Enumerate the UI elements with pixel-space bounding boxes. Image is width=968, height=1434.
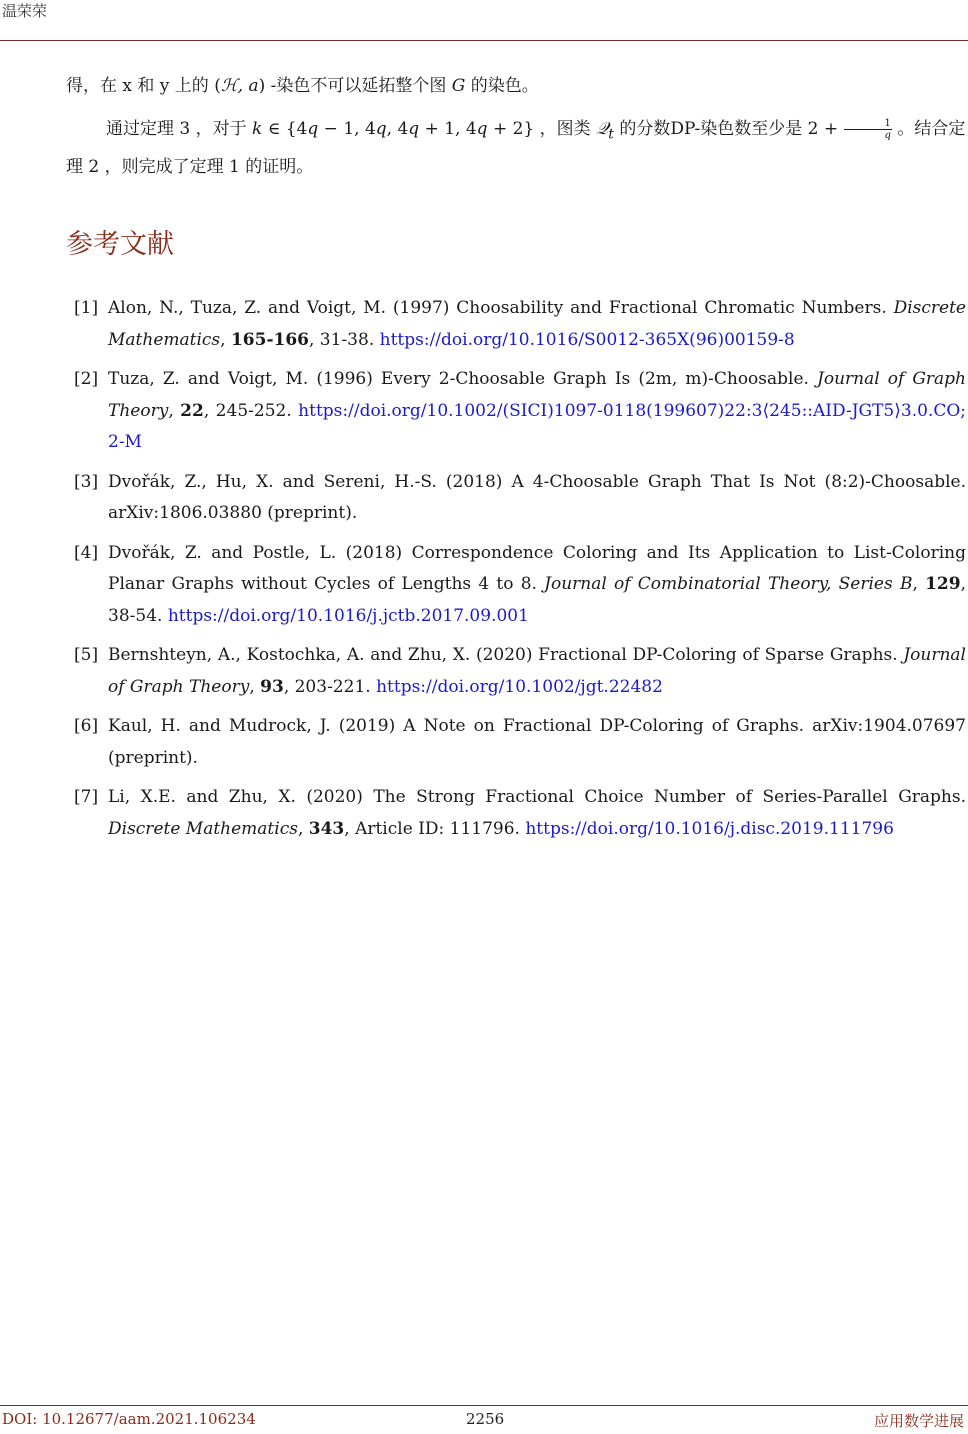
reference-separator: , <box>912 574 926 594</box>
paragraph-2: 通过定理 3 ，对于 k ∈ {4q − 1, 4q, 4q + 1, 4q + 2} ，图类 𝒬$_t$ 的分数DP-染色数至少是 2 + $\frac{1}{q}$ 。结合定理 2 ，则完成了定理 1 的证明。 <box>66 118 966 178</box>
fraction: $\frac{1}{q}$ <box>844 118 892 141</box>
reference-doi-link[interactable]: https://doi.org/10.1016/S0012-365X(96)00159-8 <box>379 329 795 350</box>
reference-list <box>66 293 966 853</box>
reference-item <box>66 467 966 530</box>
reference-doi-link[interactable]: https://doi.org/10.1016/j.disc.2019.111796 <box>525 818 894 839</box>
reference-pages: , Article ID: 111796. <box>344 818 526 839</box>
reference-journal: Discrete Mathematics <box>108 298 966 350</box>
reference-authors: Dvořák, Z. and Postle, L. (2018) Correspondence Coloring and Its Application to List-Coloring Planar Graphs without Cycles of Lengths 4 to 8. <box>108 542 966 594</box>
reference-volume: 343 <box>308 818 345 839</box>
reference-pages: , 203-221. <box>283 676 377 697</box>
reference-volume: 22 <box>180 400 204 421</box>
reference-separator: , <box>249 676 261 697</box>
reference-doi-link[interactable]: https://doi.org/10.1002/(SICI)1097-0118(199607)22:3⟨245::AID-JGT5⟩3.0.CO;2-M <box>108 400 966 452</box>
reference-item <box>66 538 966 633</box>
page-number: 2256 <box>466 1410 505 1428</box>
reference-volume: 129 <box>925 574 961 594</box>
reference-number: [2] <box>74 369 99 389</box>
reference-authors: Alon, N., Tuza, Z. and Voigt, M. (1997) Choosability and Fractional Chromatic Numbers. <box>108 298 894 318</box>
reference-journal: Journal of Graph Theory <box>108 369 966 421</box>
reference-doi-link[interactable]: https://doi.org/10.1002/jgt.22482 <box>376 676 663 697</box>
reference-pages: , 245-252. <box>203 400 299 421</box>
reference-doi-link[interactable]: https://doi.org/10.1016/j.jctb.2017.09.001 <box>167 605 529 626</box>
reference-number: [4] <box>74 542 99 563</box>
reference-item <box>66 782 966 845</box>
reference-pages: , 31-38. <box>309 329 380 350</box>
reference-item <box>66 640 966 703</box>
reference-number: [5] <box>74 645 99 665</box>
reference-authors: Tuza, Z. and Voigt, M. (1996) Every 2-Choosable Graph Is (2m, m)-Choosable. <box>108 369 818 389</box>
reference-separator: , <box>220 329 231 350</box>
footer-doi: DOI: 10.12677/aam.2021.106234 <box>2 1410 256 1428</box>
reference-number: [1] <box>74 298 99 318</box>
reference-journal: Journal of Graph Theory <box>108 645 966 697</box>
reference-separator: , <box>297 818 309 839</box>
running-header-author: 温荣荣 <box>2 2 48 20</box>
reference-item <box>66 364 966 459</box>
reference-authors: Dvořák, Z., Hu, X. and Sereni, H.-S. (2018) A 4-Choosable Graph That Is Not (8:2)-Choosable. arXiv:1806.03880 (preprint). <box>108 471 966 523</box>
reference-pages: , 38-54. <box>108 574 966 626</box>
paragraph-1: 得，在 x 和 y 上的 (ℋ, a) -染色不可以延拓整个图 G 的染色。 <box>66 76 539 96</box>
reference-separator: , <box>168 400 181 421</box>
reference-number: [6] <box>74 716 99 736</box>
reference-authors: Li, X.E. and Zhu, X. (2020) The Strong Fractional Choice Number of Series-Parallel Graphs. <box>108 787 966 807</box>
reference-authors: Kaul, H. and Mudrock, J. (2019) A Note on Fractional DP-Coloring of Graphs. arXiv:1904.07697 (preprint). <box>108 716 966 768</box>
reference-item <box>66 293 966 356</box>
reference-volume: 165-166 <box>230 329 309 350</box>
reference-journal: Discrete Mathematics <box>108 818 298 839</box>
references-heading: 参考文献 <box>66 229 174 260</box>
footer-journal-name: 应用数学进展 <box>873 1412 964 1430</box>
reference-number: [3] <box>74 471 99 492</box>
footer-rule <box>0 1405 968 1406</box>
header-rule <box>0 40 968 41</box>
reference-item <box>66 711 966 774</box>
reference-number: [7] <box>74 787 99 807</box>
reference-journal: Journal of Combinatorial Theory, Series B <box>544 574 913 594</box>
reference-authors: Bernshteyn, A., Kostochka, A. and Zhu, X. (2020) Fractional DP-Coloring of Sparse Graphs. <box>108 645 904 665</box>
reference-volume: 93 <box>260 676 284 697</box>
